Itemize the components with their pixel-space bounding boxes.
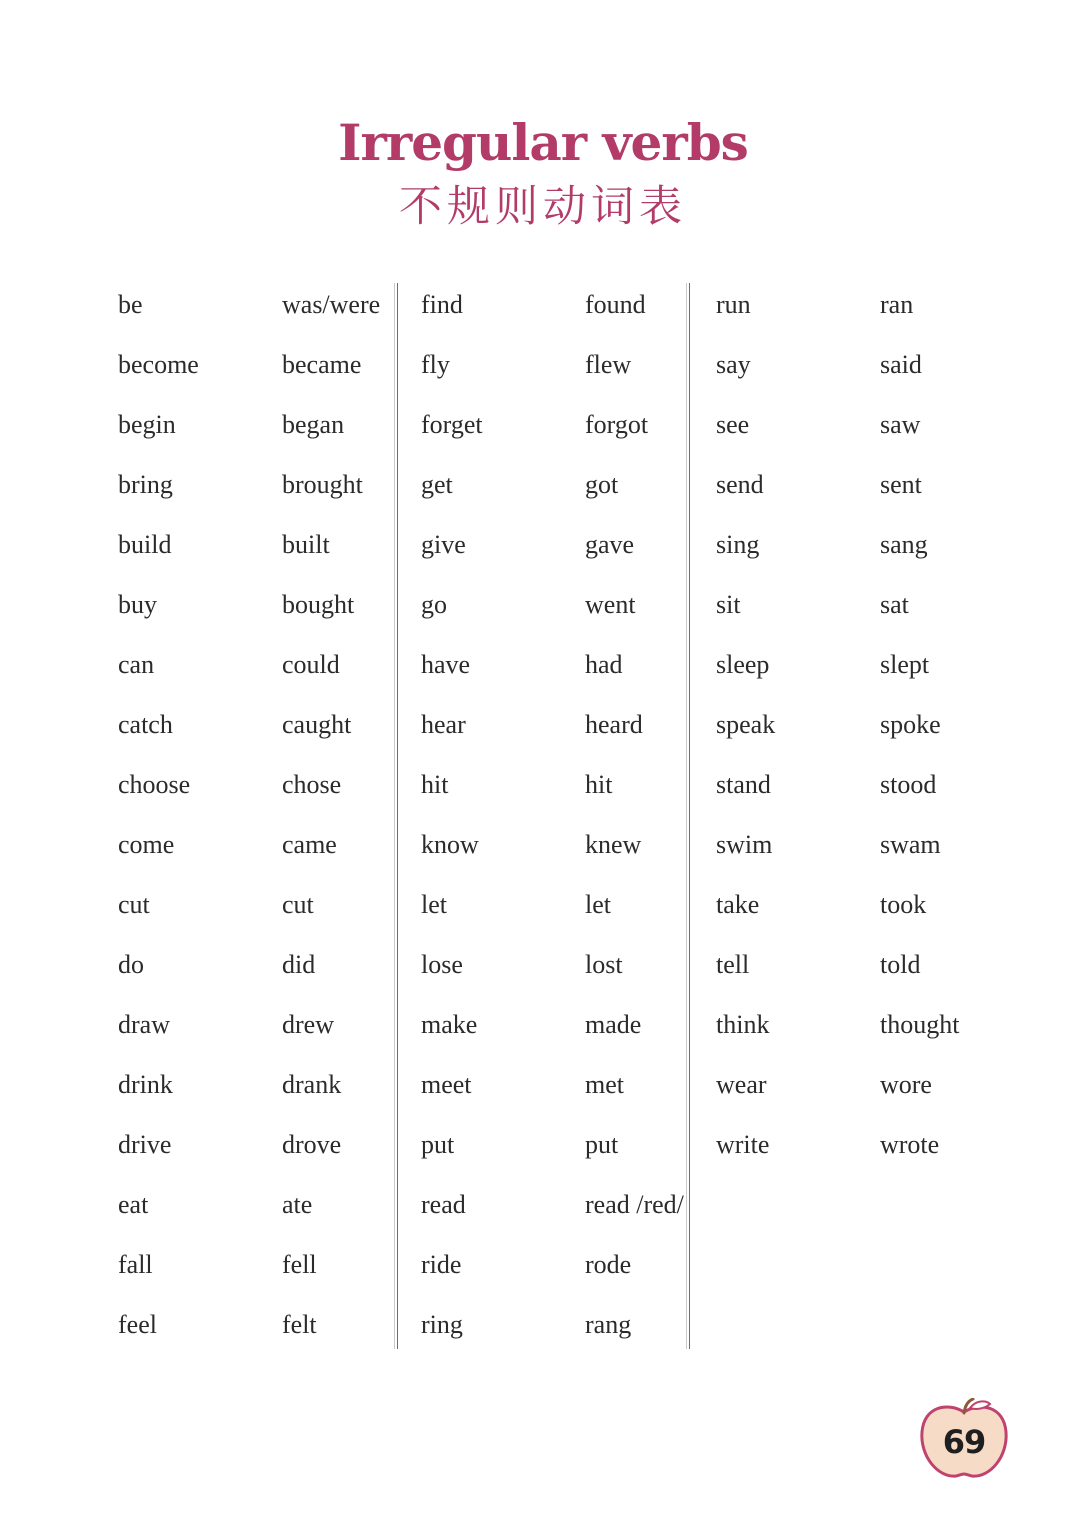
past-form: caught [282, 710, 352, 739]
past-form: wore [880, 1070, 932, 1099]
base-form: feel [118, 1310, 157, 1339]
base-form: ring [421, 1310, 463, 1339]
base-form: cut [118, 890, 150, 919]
past-form: was/were [282, 290, 381, 319]
past-form: read /red/ [585, 1190, 684, 1219]
base-form: lose [421, 950, 463, 979]
base-form: meet [421, 1070, 472, 1099]
past-form: had [585, 650, 623, 679]
past-form: saw [880, 410, 921, 439]
past-form: lost [585, 950, 623, 979]
base-form: become [118, 350, 199, 379]
past-form: forgot [585, 410, 649, 439]
past-form: went [585, 590, 636, 619]
base-form: begin [118, 410, 176, 439]
base-form: say [716, 350, 751, 379]
past-form: rode [585, 1250, 632, 1279]
past-form: came [282, 830, 337, 859]
base-form: run [716, 290, 751, 319]
past-form: began [282, 410, 345, 439]
past-form: sent [880, 470, 922, 499]
base-form: hit [421, 770, 449, 799]
past-form: wrote [880, 1130, 940, 1159]
past-form: slept [880, 650, 930, 679]
base-form: hear [421, 710, 466, 739]
base-form: drink [118, 1070, 173, 1099]
base-form: make [421, 1010, 478, 1039]
past-form: swam [880, 830, 941, 859]
past-form: drank [282, 1070, 342, 1099]
base-form: fly [421, 350, 450, 379]
past-form: could [282, 650, 340, 679]
page-title-english: Irregular verbs [338, 113, 748, 172]
past-form: drew [282, 1010, 334, 1039]
past-form: told [880, 950, 921, 979]
base-form: get [421, 470, 453, 499]
base-form: write [716, 1130, 770, 1159]
base-form: can [118, 650, 155, 679]
past-form: stood [880, 770, 937, 799]
past-form: spoke [880, 710, 941, 739]
past-form: flew [585, 350, 632, 379]
past-form: knew [585, 830, 642, 859]
base-form: build [118, 530, 172, 559]
base-form: tell [716, 950, 750, 979]
base-form: forget [421, 410, 483, 439]
past-form: fell [282, 1250, 317, 1279]
base-form: sing [716, 530, 760, 559]
past-form: brought [282, 470, 363, 499]
past-form: chose [282, 770, 342, 799]
base-form: eat [118, 1190, 149, 1219]
base-form: take [716, 890, 760, 919]
base-form: catch [118, 710, 173, 739]
page-number-badge [918, 1398, 1010, 1480]
past-form: bought [282, 590, 355, 619]
past-form: rang [585, 1310, 632, 1339]
base-form: put [421, 1130, 455, 1159]
page-title-chinese: 不规则动词表 [399, 182, 687, 232]
base-form: draw [118, 1010, 170, 1039]
base-form: sleep [716, 650, 770, 679]
column-divider [686, 283, 691, 1349]
base-form: wear [716, 1070, 767, 1099]
base-form: go [421, 590, 447, 619]
base-form: sit [716, 590, 741, 619]
base-form: swim [716, 830, 773, 859]
base-form: send [716, 470, 764, 499]
base-form: have [421, 650, 471, 679]
base-form: do [118, 950, 144, 979]
base-form: fall [118, 1250, 153, 1279]
past-form: let [585, 890, 611, 919]
past-form: ate [282, 1190, 313, 1219]
past-form: gave [585, 530, 635, 559]
past-form: ran [880, 290, 914, 319]
base-form: give [421, 530, 466, 559]
base-form: be [118, 290, 143, 319]
past-form: took [880, 890, 927, 919]
past-form: did [282, 950, 316, 979]
base-form: drive [118, 1130, 172, 1159]
base-form: find [421, 290, 463, 319]
past-form: cut [282, 890, 314, 919]
past-form: got [585, 470, 619, 499]
past-form: put [585, 1130, 619, 1159]
base-form: buy [118, 590, 157, 619]
past-form: heard [585, 710, 643, 739]
past-form: became [282, 350, 362, 379]
base-form: think [716, 1010, 770, 1039]
base-form: let [421, 890, 447, 919]
past-form: drove [282, 1130, 342, 1159]
past-form: sat [880, 590, 909, 619]
base-form: come [118, 830, 175, 859]
base-form: choose [118, 770, 191, 799]
past-form: felt [282, 1310, 317, 1339]
base-form: stand [716, 770, 771, 799]
past-form: built [282, 530, 330, 559]
base-form: bring [118, 470, 173, 499]
page-number: 69 [942, 1423, 986, 1461]
column-divider [394, 283, 399, 1349]
base-form: know [421, 830, 479, 859]
past-form: met [585, 1070, 624, 1099]
base-form: read [421, 1190, 466, 1219]
past-form: hit [585, 770, 613, 799]
base-form: speak [716, 710, 776, 739]
base-form: ride [421, 1250, 462, 1279]
past-form: thought [880, 1010, 960, 1039]
past-form: sang [880, 530, 928, 559]
past-form: said [880, 350, 922, 379]
past-form: found [585, 290, 646, 319]
past-form: made [585, 1010, 642, 1039]
base-form: see [716, 410, 750, 439]
